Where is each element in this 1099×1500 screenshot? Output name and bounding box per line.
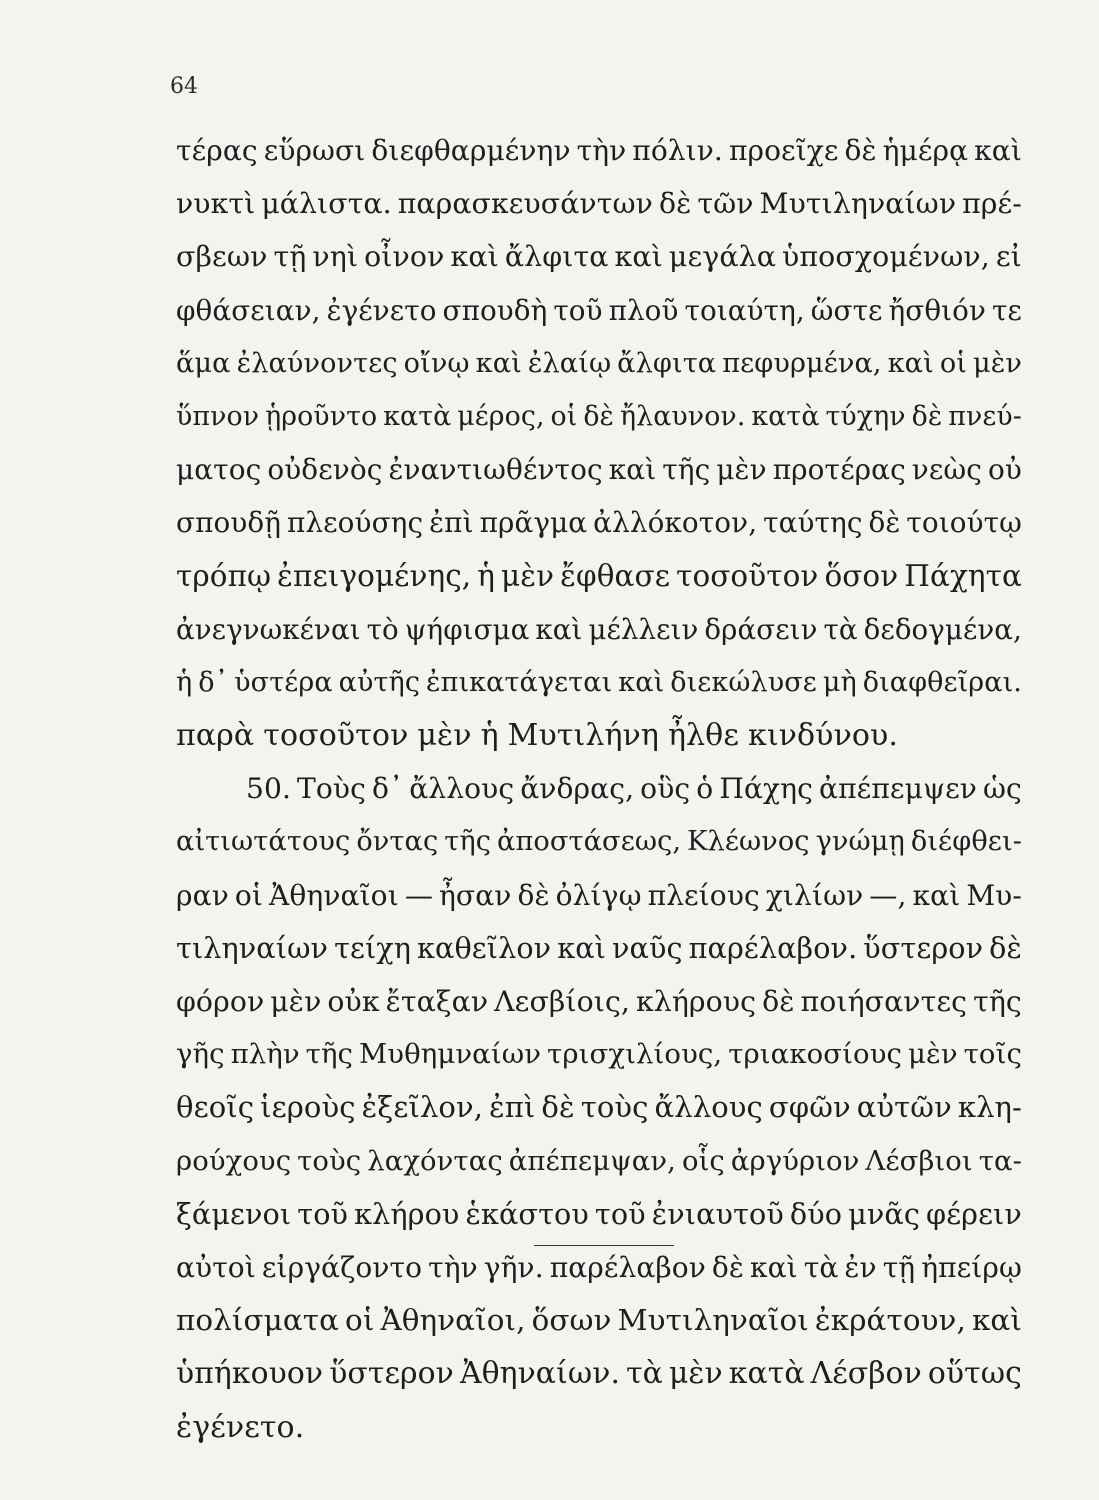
word: Πάχητα: [904, 558, 1022, 593]
word: οὐ: [988, 453, 1022, 487]
word: ἐλαύνοντες: [236, 347, 398, 379]
text-line: [176, 1401, 1022, 1454]
word: καὶ: [974, 134, 1022, 167]
text-line: [176, 656, 1022, 709]
text-line: [176, 1081, 1022, 1134]
word: δὲ: [658, 187, 692, 221]
word: τῇ: [273, 240, 307, 274]
word: Ἀθηναίων.: [459, 1356, 621, 1392]
word: καὶ: [535, 612, 583, 646]
word: διεκώλυσε: [670, 666, 817, 698]
word: παρασκευσάντων: [397, 187, 653, 221]
word: τριακοσίους: [728, 1038, 903, 1071]
word: τὴν: [576, 134, 627, 167]
word: πόλιν.: [632, 134, 723, 167]
word: 50.: [246, 772, 292, 806]
word: δ᾽: [198, 666, 229, 698]
word: κλήρου: [354, 1196, 460, 1231]
word: εἰ: [995, 240, 1022, 274]
word: κλη-: [957, 1090, 1022, 1125]
word: τὰ: [823, 612, 858, 646]
text-line: [176, 230, 1022, 283]
word: πλοῦ: [608, 293, 679, 327]
word: σβεων: [176, 240, 268, 274]
word: νεὼς: [911, 453, 983, 487]
page-number: 64: [170, 74, 198, 99]
text-line: [176, 1294, 1022, 1347]
word: ταύτης: [763, 506, 863, 540]
word: ἡ: [176, 666, 193, 698]
word: παρέλαβον.: [688, 930, 858, 965]
word: ἀπέπεμψαν,: [508, 1145, 676, 1177]
word: φθάσειαν,: [176, 293, 321, 327]
text-line: [176, 496, 1022, 549]
word: ἱεροὺς: [260, 1090, 356, 1125]
word: τῶν: [697, 187, 754, 221]
word: δύο: [789, 1196, 843, 1231]
word: σπουδῇ: [176, 506, 282, 540]
word: οὐδενὸς: [267, 453, 383, 487]
text-line: [176, 550, 1022, 603]
word: ὡς: [983, 772, 1022, 806]
word: τῆς: [662, 453, 711, 487]
word: τείχη: [334, 930, 411, 965]
word: μὲν: [716, 453, 767, 487]
word: τὰ: [626, 1356, 663, 1392]
word: γῆς: [176, 1038, 225, 1071]
word: κλήρους: [635, 985, 757, 1018]
word: τῆς: [305, 1038, 354, 1071]
word: τοσοῦτον: [676, 558, 819, 593]
word: πλεούσης: [287, 506, 424, 540]
word: μνᾶς: [848, 1196, 921, 1231]
word: οὕτως: [927, 1356, 1022, 1392]
word: δὲ: [762, 985, 795, 1018]
body-text: [176, 124, 1022, 1454]
word: χιλίων: [765, 878, 864, 912]
word: πρᾶγμα: [479, 506, 588, 540]
word: —,: [869, 878, 907, 912]
word: πρέ-: [962, 187, 1022, 221]
word: ἐναντιωθέντος: [388, 453, 603, 487]
word: τὴν: [428, 1250, 478, 1284]
word: Μυ-: [966, 878, 1022, 912]
word: ραν: [176, 878, 229, 912]
word: τοῖς: [963, 1038, 1022, 1071]
word: Ἀθηναῖοι: [268, 878, 399, 912]
word: ἐνιαυτοῦ: [651, 1196, 784, 1231]
word: δράσειν: [704, 612, 818, 646]
word: ἄλφιτα: [504, 240, 609, 274]
text-line: [176, 284, 1022, 337]
word: μὴ: [822, 666, 857, 698]
word: αὐτῶν: [856, 1090, 952, 1125]
word: γνώμῃ: [815, 826, 905, 858]
word: προεῖχε: [728, 134, 839, 167]
word: φέρειν: [926, 1196, 1022, 1231]
word: ὑπήκουον: [176, 1356, 324, 1392]
word: Κλέωνος: [687, 826, 810, 858]
word: δὲ: [541, 1090, 575, 1125]
word: καὶ: [557, 930, 606, 965]
word: θεοῖς: [176, 1090, 255, 1125]
word: κατὰ: [751, 400, 820, 432]
word: ὅσον: [824, 558, 899, 593]
section-end-rule: [534, 1245, 674, 1246]
word: οἱ: [939, 347, 967, 379]
word: ἐπὶ: [489, 1090, 536, 1125]
word: Μυτιλήνη: [507, 718, 659, 754]
word: τῆς: [444, 826, 492, 858]
word: πλὴν: [230, 1038, 300, 1071]
word: δ᾽: [371, 772, 404, 806]
word: ἤσθιόν: [888, 293, 986, 327]
word: δὲ: [583, 400, 615, 432]
word: οἶνον: [364, 240, 445, 274]
word: εἰργάζοντο: [261, 1250, 423, 1284]
word: δὲ: [989, 930, 1022, 965]
word: μεγάλα: [668, 240, 777, 274]
word: τιληναίων: [176, 930, 329, 965]
word: δὲ: [711, 1250, 744, 1284]
text-line: [176, 1188, 1022, 1241]
word: ἡ: [480, 718, 499, 754]
word: ἔταξαν: [385, 985, 489, 1018]
word: ὕστερον: [863, 930, 984, 965]
text-line: [176, 1028, 1022, 1081]
word: καὶ: [614, 240, 663, 274]
word: προτέρας: [772, 453, 906, 487]
word: ἔφθασε: [560, 558, 671, 593]
word: μὲν: [417, 718, 472, 754]
word: ὄντας: [356, 826, 439, 858]
word: μὲν: [501, 558, 555, 593]
word: μάλιστα.: [261, 187, 392, 221]
word: ξάμενοι: [176, 1196, 292, 1231]
word: ἅμα: [176, 347, 231, 379]
word: ἀπέπεμψεν: [818, 772, 977, 806]
word: ᾑροῦντο: [265, 400, 378, 432]
word: διέφθει-: [910, 826, 1022, 858]
word: μὲν: [270, 985, 322, 1018]
text-line: [176, 390, 1022, 443]
word: καὶ: [749, 1250, 798, 1284]
word: κατὰ: [728, 1356, 805, 1392]
word: αὐτῆς: [338, 666, 421, 698]
word: δὲ: [517, 878, 550, 912]
word: καὶ: [618, 666, 665, 698]
text-line: [176, 815, 1022, 868]
text-line: [176, 709, 1022, 762]
word: δὲ: [868, 506, 901, 540]
word: ἐγένετο.: [176, 1409, 305, 1445]
text-line: [176, 975, 1022, 1028]
word: οἱ: [550, 400, 578, 432]
word: οἷς: [681, 1145, 725, 1177]
text-line: [176, 603, 1022, 656]
word: ὥστε: [810, 293, 883, 327]
word: ὕπνον: [176, 400, 260, 432]
word: ἦλθε: [667, 718, 739, 754]
word: οὓς: [640, 772, 691, 806]
word: τοὺς: [297, 1145, 362, 1177]
word: οὐκ: [327, 985, 380, 1018]
word: ἑκάστου: [465, 1196, 589, 1231]
word: καὶ: [450, 240, 499, 274]
word: Λέσβον: [810, 1356, 922, 1392]
text-line: [176, 124, 1022, 177]
word: καὶ: [887, 347, 934, 379]
word: —: [404, 878, 434, 912]
word: Λεσβίοις,: [494, 985, 631, 1018]
word: οἴνῳ: [403, 347, 470, 379]
word: τέρας: [176, 134, 258, 167]
word: καὶ: [608, 453, 657, 487]
word: καὶ: [971, 1303, 1022, 1338]
word: δεδογμένα,: [863, 612, 1022, 646]
word: τοῦ: [297, 1196, 349, 1231]
word: καθεῖλον: [417, 930, 552, 965]
text-line: [176, 337, 1022, 390]
word: μὲν: [907, 1038, 958, 1071]
word: παρὰ: [176, 718, 255, 754]
word: ἀργύριον: [730, 1145, 860, 1177]
word: καὶ: [912, 878, 961, 912]
word: κατὰ: [383, 400, 452, 432]
word: αἰτιωτάτους: [176, 826, 351, 858]
word: πνεύ-: [948, 400, 1022, 432]
text-line: [176, 443, 1022, 496]
word: οἱ: [234, 878, 263, 912]
word: ἄνδρας,: [520, 772, 635, 806]
word: πεφυρμένα,: [722, 347, 882, 379]
word: ἐκράτουν,: [814, 1303, 966, 1338]
word: ἡ: [477, 558, 495, 593]
word: σφῶν: [768, 1090, 851, 1125]
word: δὲ: [844, 134, 877, 167]
word: Λέσβιοι: [865, 1145, 973, 1177]
word: τρισχιλίους,: [547, 1038, 723, 1071]
word: ἄλλους: [654, 1090, 763, 1125]
word: ὁ: [696, 772, 714, 806]
word: ναῦς: [612, 930, 683, 965]
text-line: [176, 922, 1022, 975]
word: τῇ: [882, 1250, 916, 1284]
word: Μυτιληναίων: [759, 187, 957, 221]
word: ἀνεγνωκέναι: [176, 612, 361, 646]
word: νηὶ: [312, 240, 359, 274]
word: ρούχους: [176, 1145, 292, 1177]
word: τοιούτῳ: [906, 506, 1022, 540]
word: αὐτοὶ: [176, 1250, 256, 1284]
word: ὀλίγῳ: [555, 878, 642, 912]
word: φόρον: [176, 985, 265, 1018]
text-line: [176, 1241, 1022, 1294]
word: ὕστερον: [329, 1356, 454, 1392]
word: καὶ: [475, 347, 522, 379]
word: ψήφισμα: [404, 612, 530, 646]
word: τοσοῦτον: [263, 718, 409, 754]
word: ἦσαν: [439, 878, 512, 912]
word: διεφθαρμένην: [371, 134, 571, 167]
word: τα-: [978, 1145, 1022, 1177]
word: τρόπῳ: [176, 558, 272, 593]
word: τοὺς: [580, 1090, 649, 1125]
word: ἐλαίῳ: [527, 347, 612, 379]
word: Μυτιληναῖοι: [617, 1303, 809, 1338]
word: Μυθημναίων: [359, 1038, 542, 1071]
word: ἄλφιτα: [617, 347, 717, 379]
word: Ἀθηναῖοι,: [380, 1303, 526, 1338]
word: ὅσων: [531, 1303, 612, 1338]
word: νυκτὶ: [176, 187, 256, 221]
word: μέλλειν: [588, 612, 699, 646]
word: τοῦ: [553, 293, 603, 327]
word: εὕρωσι: [263, 134, 366, 167]
text-line: [176, 1347, 1022, 1400]
word: οἱ: [345, 1303, 375, 1338]
word: τὰ: [803, 1250, 839, 1284]
word: ἐξεῖλον,: [361, 1090, 484, 1125]
word: ἄλλους: [409, 772, 515, 806]
word: δὲ: [911, 400, 943, 432]
word: διαφθεῖραι.: [862, 666, 1022, 698]
word: ἐπικατάγεται: [426, 666, 613, 698]
word: τε: [991, 293, 1022, 327]
word: ποιήσαντες: [800, 985, 968, 1018]
word: ἡμέρᾳ: [882, 134, 969, 167]
word: μέρος,: [457, 400, 545, 432]
word: τοῦ: [594, 1196, 646, 1231]
word: Τοὺς: [297, 772, 366, 806]
word: ματος: [176, 453, 262, 487]
word: κινδύνου.: [747, 718, 898, 754]
word: πλείους: [647, 878, 760, 912]
word: λαχόντας: [367, 1145, 503, 1177]
word: γῆν.: [483, 1250, 544, 1284]
word: ἠπείρῳ: [921, 1250, 1022, 1284]
word: ἐγένετο: [326, 293, 437, 327]
word: πολίσματα: [176, 1303, 340, 1338]
word: τοιαύτη,: [684, 293, 805, 327]
word: Πάχης: [719, 772, 813, 806]
word: ἀλλόκοτον,: [593, 506, 758, 540]
text-line: [176, 869, 1022, 922]
word: ἐπειγομένης,: [277, 558, 472, 593]
word: ἐν: [844, 1250, 877, 1284]
word: ἐπὶ: [429, 506, 474, 540]
word: μὲν: [972, 347, 1022, 379]
word: ἀποστάσεως,: [497, 826, 682, 858]
section-start-line: [176, 762, 1022, 815]
word: ὑποσχομένων,: [782, 240, 990, 274]
word: τῆς: [973, 985, 1022, 1018]
word: τύχην: [825, 400, 906, 432]
word: τὸ: [366, 612, 399, 646]
word: σπουδὴ: [442, 293, 548, 327]
text-line: [176, 1135, 1022, 1188]
word: ὑστέρα: [234, 666, 333, 698]
word: μὲν: [668, 1356, 723, 1392]
word: ἤλαυνον.: [619, 400, 746, 432]
text-line: [176, 177, 1022, 230]
word: παρέλαβον: [549, 1250, 706, 1284]
